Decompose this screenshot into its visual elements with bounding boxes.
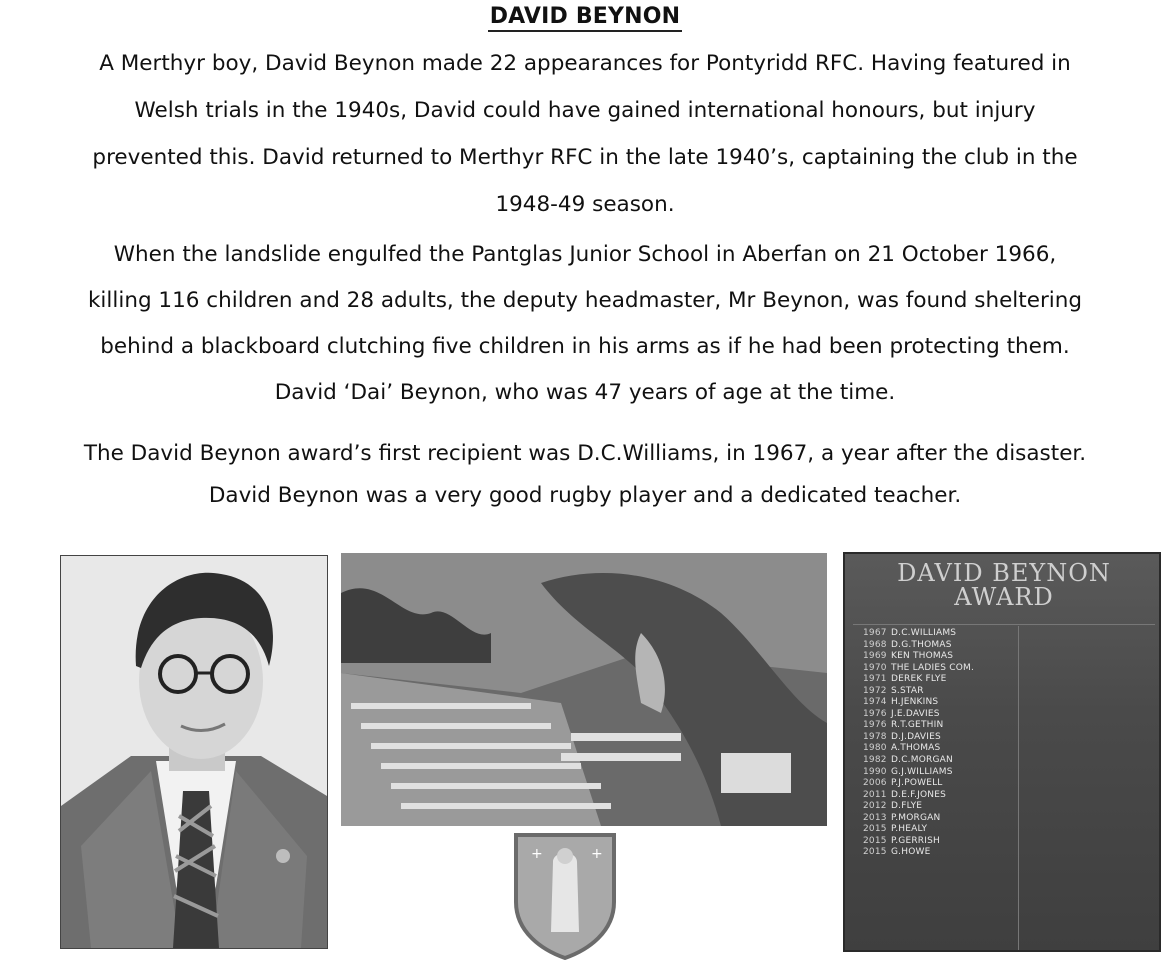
club-crest [513, 832, 617, 960]
board-entry: 2011 D.E.F.JONES [863, 789, 947, 800]
board-entry: 2015 G.HOWE [863, 847, 931, 858]
portrait-image [61, 556, 327, 948]
board-entry: 2013 P.MORGAN [863, 812, 941, 823]
board-entry: 1974 H.JENKINS [863, 697, 939, 708]
board-entry: 1990 G.J.WILLIAMS [863, 766, 953, 777]
board-entry: 1982 D.C.MORGAN [863, 755, 953, 766]
page-title-text: DAVID BEYNON [488, 4, 683, 32]
svg-text:+: + [531, 846, 543, 862]
board-title: DAVID BEYNON [897, 559, 1111, 587]
board-entry: 2012 D.FLYE [863, 801, 923, 812]
page-title [0, 4, 1170, 29]
board-entry: 1972 S.STAR [863, 685, 924, 696]
board-entry: 1976 R.T.GETHIN [863, 720, 944, 731]
text-line: killing 116 children and 28 adults, the deputy headmaster, Mr Beynon, was found sheltering [87, 288, 1083, 313]
board-entries [863, 628, 1023, 859]
board-entry: 1968 D.G.THOMAS [863, 639, 952, 650]
board-divider [853, 624, 1155, 625]
board-entry: 2015 P.GERRISH [863, 835, 940, 846]
paragraph-aberfan [6, 232, 1164, 416]
paragraph-rugby-career [6, 40, 1164, 228]
text-line: Welsh trials in the 1940s, David could have gained international honours, but injury [134, 98, 1036, 123]
text-line: The David Beynon award’s first recipient was D.C.Williams, in 1967, a year after the disaster. [83, 441, 1087, 466]
paragraph-award [6, 434, 1164, 518]
board-entry: 2015 P.HEALY [863, 824, 928, 835]
board-entry: 1969 KEN THOMAS [863, 651, 954, 662]
board-entry: 1976 J.E.DAVIES [863, 708, 940, 719]
board-entry: 1967 D.C.WILLIAMS [863, 628, 957, 638]
board-subtitle: AWARD [954, 583, 1054, 611]
aerial-image [341, 553, 827, 826]
text-line: prevented this. David returned to Merthyr RFC in the late 1940’s, captaining the club in the [92, 145, 1078, 170]
text-line: When the landslide engulfed the Pantglas Junior School in Aberfan on 21 October 1966, [113, 242, 1057, 267]
text-line: David Beynon was a very good rugby player and a dedicated teacher. [208, 483, 962, 508]
board-entry: 2006 P.J.POWELL [863, 778, 943, 789]
aberfan-aerial-photo [341, 553, 827, 826]
text-line: David ‘Dai’ Beynon, who was 47 years of age at the time. [274, 380, 896, 405]
text-line: behind a blackboard clutching five children in his arms as if he had been protecting them. [100, 334, 1070, 359]
portrait-photo [60, 555, 328, 949]
board-entry: 1970 THE LADIES COM. [863, 662, 975, 673]
award-honours-board [843, 552, 1161, 952]
board-entry: 1978 D.J.DAVIES [863, 731, 941, 742]
text-line: 1948-49 season. [495, 192, 675, 217]
crest-shield-icon [513, 832, 617, 960]
svg-text:+: + [591, 846, 603, 862]
board-entry: 1980 A.THOMAS [863, 743, 941, 754]
board-entry: 1971 DEREK FLYE [863, 674, 947, 685]
text-line: A Merthyr boy, David Beynon made 22 appearances for Pontyridd RFC. Having featured in [99, 51, 1071, 76]
